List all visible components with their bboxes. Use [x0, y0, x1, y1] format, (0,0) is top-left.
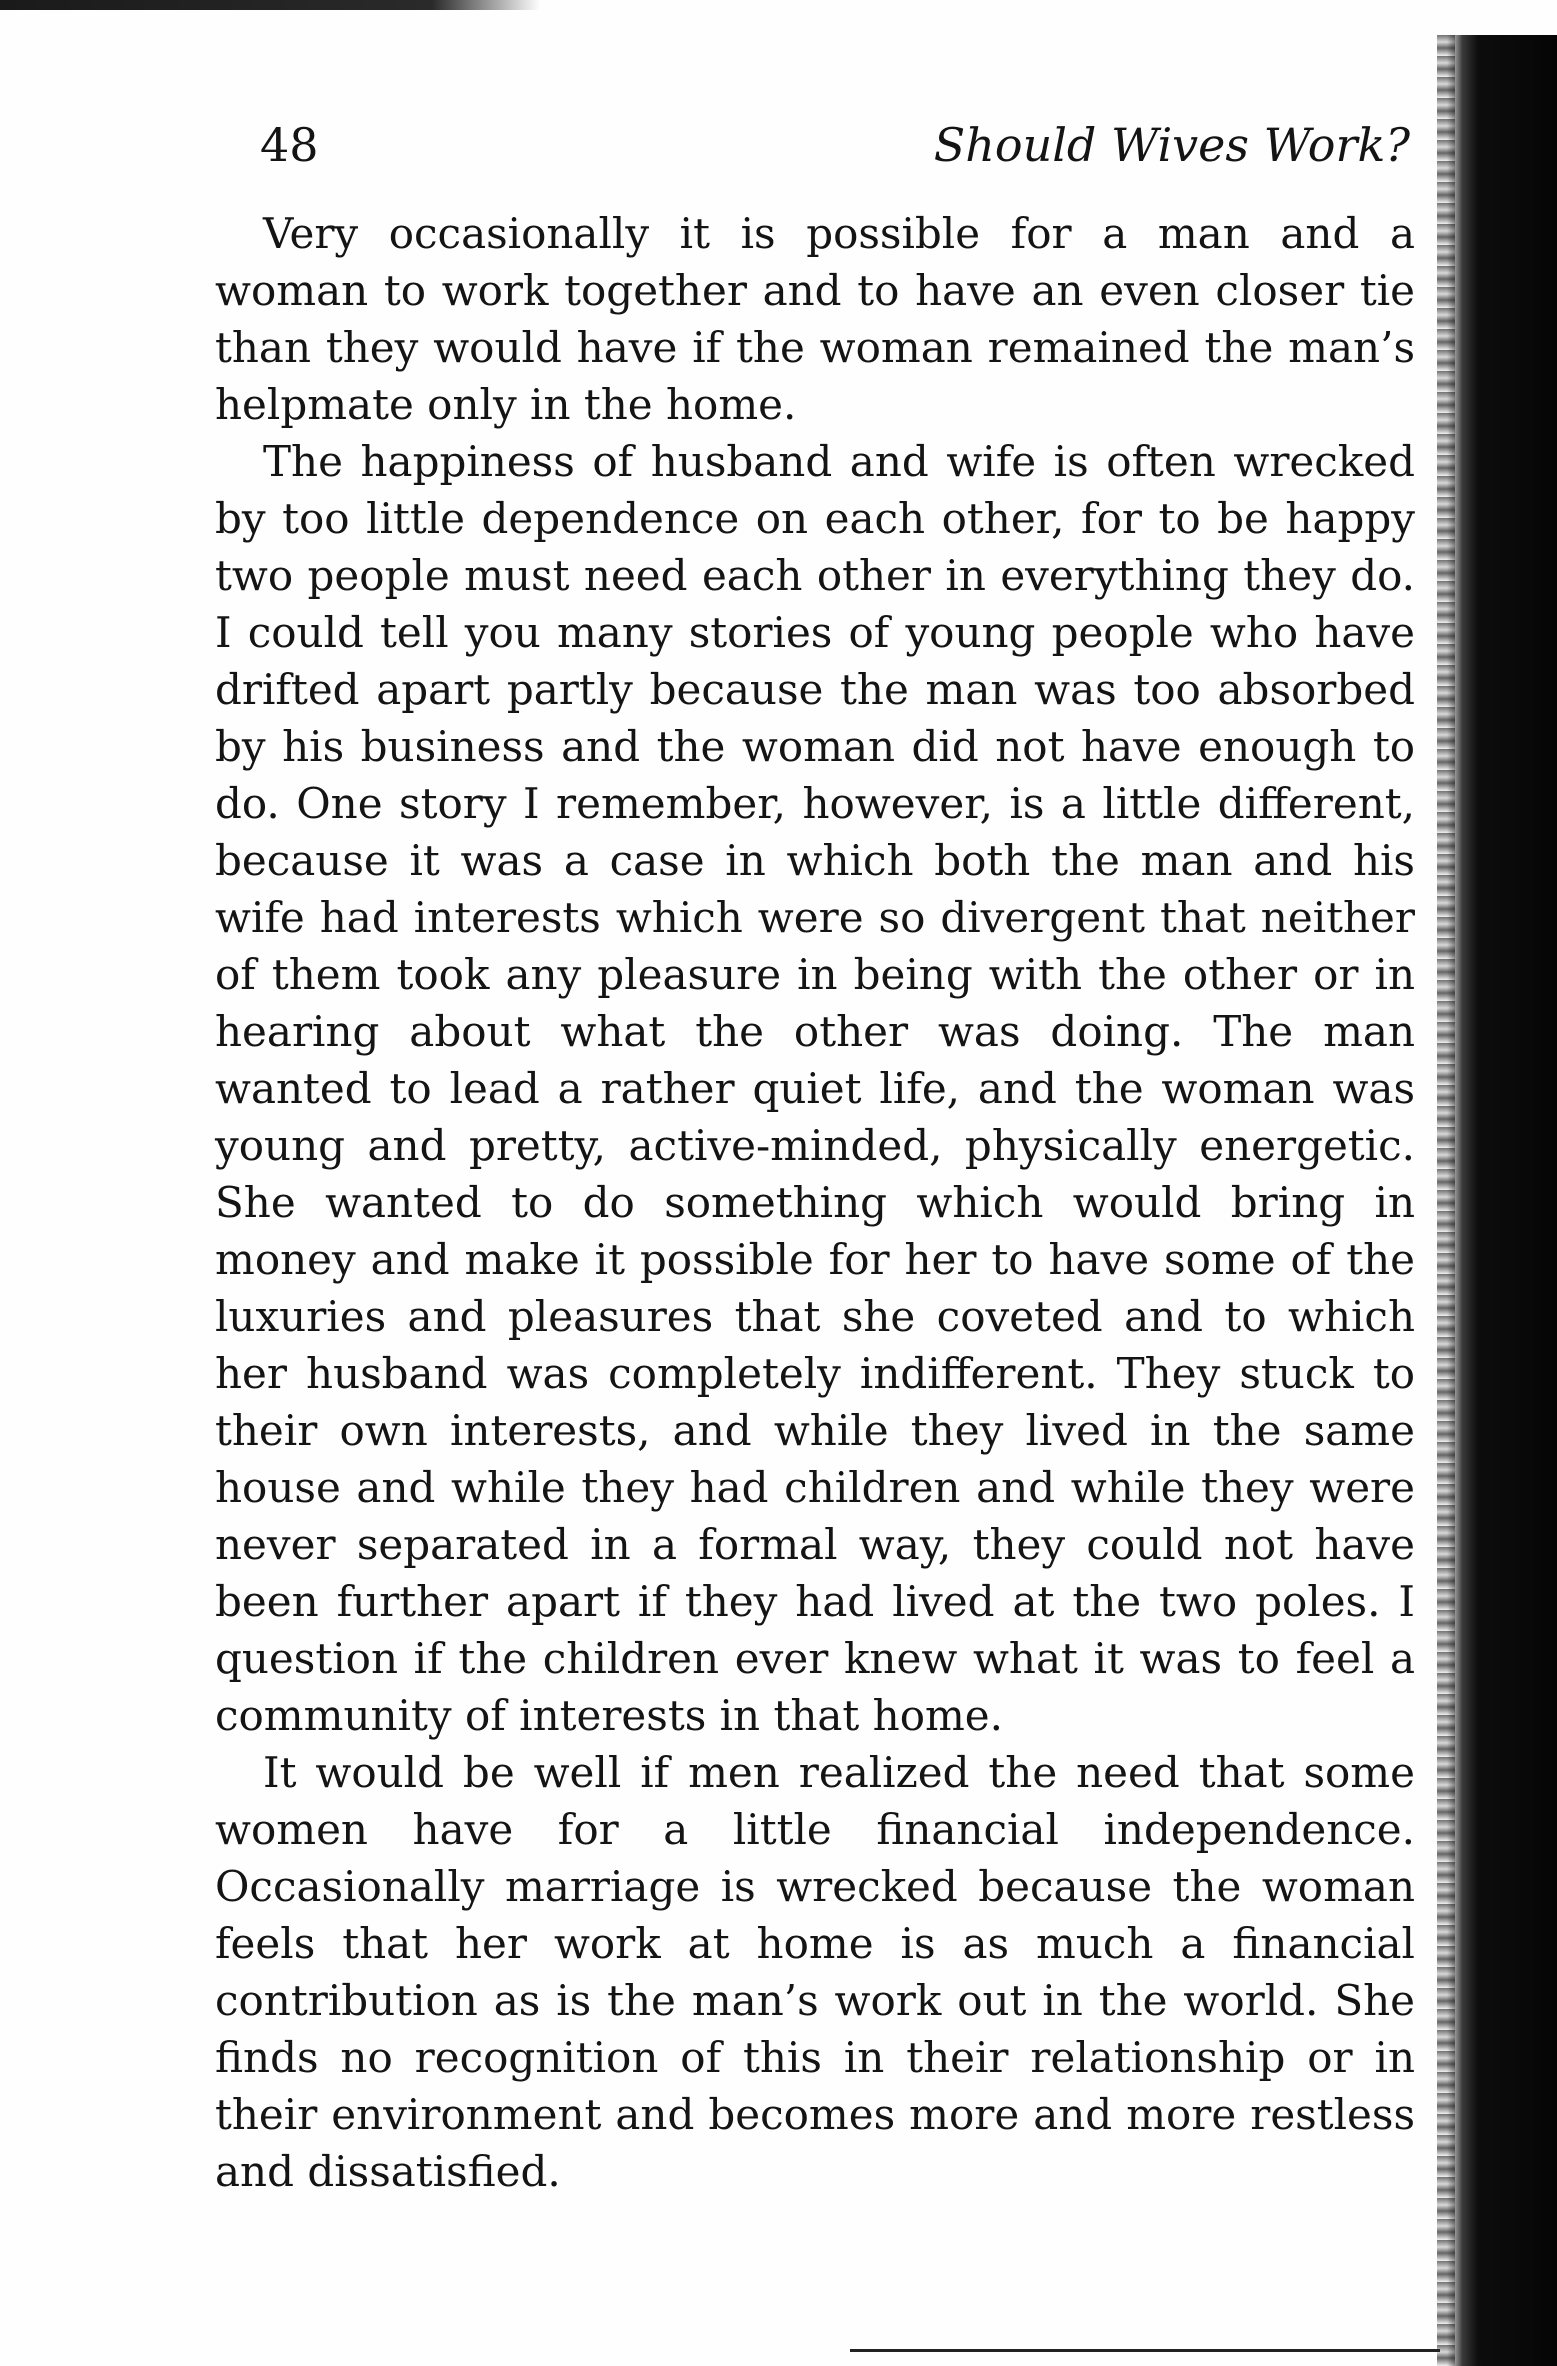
running-title: Should Wives Work? — [933, 118, 1410, 172]
page-number: 48 — [260, 118, 319, 172]
scan-top-edge — [0, 0, 540, 10]
paragraph-1: Very occasionally it is possible for a man and a woman to work together and to have an even closer tie than they would have if the woman remained the man’s helpmate only in the home. — [215, 209, 1415, 429]
body-text — [215, 205, 1415, 2200]
paragraph-3: It would be well if men realized the need that some women have for a little financial independence. Occasionally marriage is wrecked because the woman feels that her work at home is as much a financial contribution as is the man’s work out in the world. She finds no recognition of this in their relationship or in their environment and becomes more and more restless and dissatisfied. — [215, 1748, 1415, 2196]
running-head — [260, 110, 1410, 180]
paragraph-2: The happiness of husband and wife is often wrecked by too little dependence on each other, for to be happy two people must need each other in everything they do. I could tell you many stories of young people who have drifted apart partly because the man was too absorbed by his business and the woman did not have enough to do. One story I remember, however, is a little different, because it was a case in which both the man and his wife had interests which were so divergent that neither of them took any pleasure in being with the other or in hearing about what the other was doing. The man wanted to lead a rather quiet life, and the woman was young and pretty, active-minded, physically energetic. She wanted to do something which would bring in money and make it possible for her to have some of the luxuries and pleasures that she coveted and to which her husband was completely indifferent. They stuck to their own interests, and while they lived in the same house and while they had children and while they were never separated in a formal way, they could not have been further apart if they had lived at the two poles. I question if the children ever knew what it was to feel a community of interests in that home. — [215, 437, 1415, 1740]
scan-bottom-edge — [850, 2349, 1440, 2352]
scan-gutter-shadow — [1447, 35, 1557, 2366]
